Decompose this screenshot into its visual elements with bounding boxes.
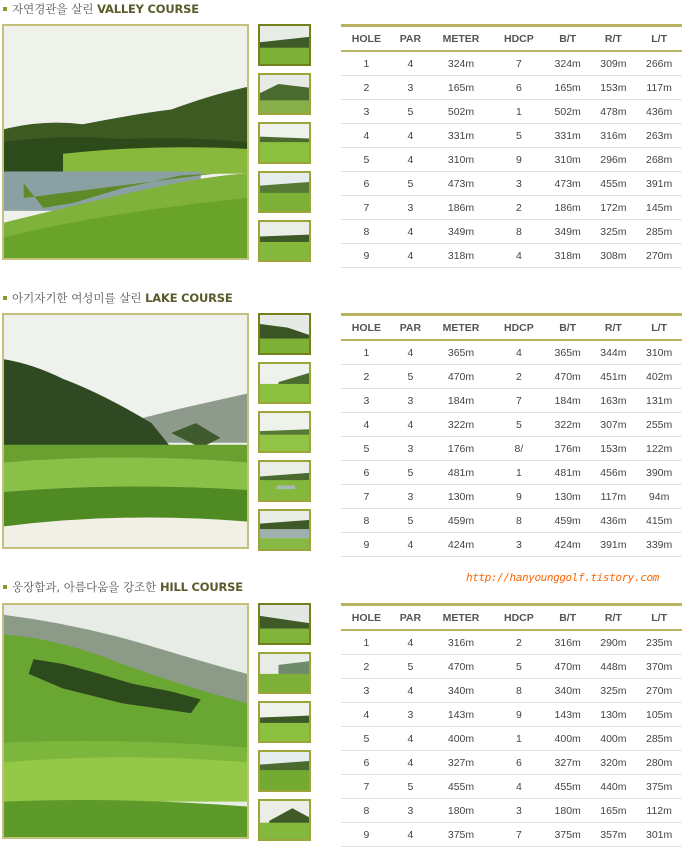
- table-cell: 4: [392, 751, 429, 775]
- table-cell: 5: [341, 148, 392, 172]
- table-cell: 455m: [591, 172, 637, 196]
- table-cell: 459m: [429, 509, 493, 533]
- course-main-photo: [2, 24, 249, 260]
- column-header: HDCP: [493, 605, 545, 631]
- table-cell: 5: [392, 509, 429, 533]
- table-row: [341, 389, 682, 413]
- table-cell: 400m: [429, 727, 493, 751]
- course-thumbnail[interactable]: [258, 750, 311, 792]
- table-row: [341, 461, 682, 485]
- table-cell: 400m: [545, 727, 591, 751]
- column-header: R/T: [591, 605, 637, 631]
- bullet-icon: [3, 7, 7, 11]
- table-row: [341, 727, 682, 751]
- table-cell: 1: [341, 51, 392, 76]
- table-cell: 473m: [429, 172, 493, 196]
- table-cell: 459m: [545, 509, 591, 533]
- table-cell: 325m: [591, 220, 637, 244]
- table-row: [341, 196, 682, 220]
- bullet-icon: [3, 296, 7, 300]
- table-cell: 318m: [545, 244, 591, 268]
- column-header: L/T: [636, 26, 682, 52]
- table-cell: 3: [341, 389, 392, 413]
- table-cell: 3: [392, 437, 429, 461]
- table-row: [341, 775, 682, 799]
- table-cell: 3: [341, 100, 392, 124]
- table-cell: 145m: [636, 196, 682, 220]
- table-cell: 8: [493, 679, 545, 703]
- table-cell: 324m: [545, 51, 591, 76]
- table-row: [341, 630, 682, 655]
- table-cell: 131m: [636, 389, 682, 413]
- course-thumbnail[interactable]: [258, 799, 311, 841]
- table-cell: 165m: [429, 76, 493, 100]
- table-cell: 4: [392, 51, 429, 76]
- table-cell: 285m: [636, 220, 682, 244]
- table-row: [341, 509, 682, 533]
- table-cell: 180m: [545, 799, 591, 823]
- table-cell: 390m: [636, 461, 682, 485]
- table-cell: 153m: [591, 437, 637, 461]
- course-thumbnail[interactable]: [258, 313, 311, 355]
- section-title-kr: 아기자기한 여성미를 살린: [12, 291, 146, 305]
- table-cell: 370m: [636, 655, 682, 679]
- course-thumbnails: [258, 24, 311, 269]
- blog-url-watermark: http://hanyounggolf.tistory.com: [466, 571, 659, 584]
- table-cell: 270m: [636, 679, 682, 703]
- section-title-en: VALLEY COURSE: [97, 2, 199, 16]
- table-cell: 9: [493, 148, 545, 172]
- course-scorecard-table: [341, 313, 682, 557]
- table-cell: 470m: [429, 365, 493, 389]
- table-cell: 309m: [591, 51, 637, 76]
- table-cell: 5: [493, 124, 545, 148]
- table-cell: 5: [392, 461, 429, 485]
- table-cell: 3: [341, 679, 392, 703]
- column-header: HOLE: [341, 26, 392, 52]
- course-thumbnail[interactable]: [258, 171, 311, 213]
- table-row: [341, 823, 682, 847]
- table-cell: 8: [341, 799, 392, 823]
- table-cell: 440m: [591, 775, 637, 799]
- table-cell: 322m: [429, 413, 493, 437]
- table-cell: 268m: [636, 148, 682, 172]
- table-cell: 4: [392, 823, 429, 847]
- column-header: HDCP: [493, 315, 545, 341]
- table-cell: 143m: [545, 703, 591, 727]
- table-cell: 473m: [545, 172, 591, 196]
- column-header: METER: [429, 26, 493, 52]
- table-cell: 180m: [429, 799, 493, 823]
- table-cell: 290m: [591, 630, 637, 655]
- table-cell: 7: [341, 196, 392, 220]
- table-cell: 280m: [636, 751, 682, 775]
- table-cell: 4: [392, 413, 429, 437]
- table-cell: 451m: [591, 365, 637, 389]
- table-cell: 357m: [591, 823, 637, 847]
- table-cell: 8/: [493, 437, 545, 461]
- table-cell: 310m: [429, 148, 493, 172]
- column-header: HOLE: [341, 605, 392, 631]
- column-header: METER: [429, 605, 493, 631]
- table-cell: 344m: [591, 340, 637, 365]
- table-cell: 6: [341, 461, 392, 485]
- table-cell: 235m: [636, 630, 682, 655]
- table-cell: 4: [392, 148, 429, 172]
- table-header-row: [341, 26, 682, 52]
- table-cell: 4: [392, 679, 429, 703]
- table-row: [341, 100, 682, 124]
- table-cell: 263m: [636, 124, 682, 148]
- table-row: [341, 679, 682, 703]
- section-title-kr: 자연경관을 살린: [12, 2, 98, 16]
- table-cell: 7: [341, 485, 392, 509]
- table-cell: 456m: [591, 461, 637, 485]
- section-title-en: LAKE COURSE: [145, 291, 233, 305]
- course-thumbnail[interactable]: [258, 122, 311, 164]
- table-cell: 2: [341, 655, 392, 679]
- table-cell: 340m: [545, 679, 591, 703]
- column-header: PAR: [392, 605, 429, 631]
- table-cell: 8: [341, 509, 392, 533]
- table-cell: 6: [341, 172, 392, 196]
- table-cell: 4: [341, 413, 392, 437]
- course-main-photo: [2, 313, 249, 549]
- course-thumbnail[interactable]: [258, 220, 311, 262]
- table-cell: 436m: [591, 509, 637, 533]
- table-cell: 340m: [429, 679, 493, 703]
- course-thumbnail[interactable]: [258, 411, 311, 453]
- table-cell: 5: [392, 365, 429, 389]
- table-cell: 308m: [591, 244, 637, 268]
- table-cell: 322m: [545, 413, 591, 437]
- table-cell: 349m: [545, 220, 591, 244]
- table-cell: 5: [493, 413, 545, 437]
- table-row: [341, 751, 682, 775]
- table-cell: 424m: [545, 533, 591, 557]
- table-cell: 4: [341, 124, 392, 148]
- table-cell: 316m: [591, 124, 637, 148]
- table-cell: 349m: [429, 220, 493, 244]
- section-title: [2, 290, 233, 306]
- table-cell: 7: [493, 51, 545, 76]
- course-thumbnail[interactable]: [258, 652, 311, 694]
- column-header: L/T: [636, 315, 682, 341]
- column-header: PAR: [392, 26, 429, 52]
- table-cell: 186m: [545, 196, 591, 220]
- table-cell: 3: [493, 172, 545, 196]
- table-cell: 9: [341, 533, 392, 557]
- course-scorecard-table: [341, 603, 682, 847]
- column-header: METER: [429, 315, 493, 341]
- table-cell: 6: [493, 751, 545, 775]
- table-cell: 339m: [636, 533, 682, 557]
- table-header-row: [341, 605, 682, 631]
- table-cell: 4: [493, 340, 545, 365]
- table-cell: 5: [392, 172, 429, 196]
- table-cell: 310m: [636, 340, 682, 365]
- table-cell: 4: [493, 775, 545, 799]
- table-cell: 2: [341, 365, 392, 389]
- course-thumbnail[interactable]: [258, 362, 311, 404]
- table-cell: 2: [493, 196, 545, 220]
- course-thumbnail[interactable]: [258, 603, 311, 645]
- table-cell: 163m: [591, 389, 637, 413]
- table-row: [341, 76, 682, 100]
- table-row: [341, 244, 682, 268]
- table-cell: 7: [493, 823, 545, 847]
- bullet-icon: [3, 585, 7, 589]
- table-cell: 130m: [545, 485, 591, 509]
- table-cell: 117m: [636, 76, 682, 100]
- table-cell: 331m: [545, 124, 591, 148]
- table-cell: 4: [392, 244, 429, 268]
- table-cell: 301m: [636, 823, 682, 847]
- table-cell: 94m: [636, 485, 682, 509]
- table-cell: 327m: [429, 751, 493, 775]
- table-cell: 3: [392, 76, 429, 100]
- table-cell: 320m: [591, 751, 637, 775]
- table-cell: 122m: [636, 437, 682, 461]
- column-header: PAR: [392, 315, 429, 341]
- table-row: [341, 533, 682, 557]
- table-cell: 5: [392, 655, 429, 679]
- table-cell: 176m: [545, 437, 591, 461]
- table-cell: 5: [392, 775, 429, 799]
- table-cell: 4: [392, 340, 429, 365]
- table-row: [341, 51, 682, 76]
- table-cell: 402m: [636, 365, 682, 389]
- table-cell: 3: [392, 389, 429, 413]
- table-cell: 2: [493, 365, 545, 389]
- table-cell: 176m: [429, 437, 493, 461]
- table-cell: 285m: [636, 727, 682, 751]
- table-cell: 130m: [429, 485, 493, 509]
- course-thumbnail[interactable]: [258, 24, 311, 66]
- table-cell: 153m: [591, 76, 637, 100]
- table-cell: 307m: [591, 413, 637, 437]
- table-cell: 3: [392, 196, 429, 220]
- column-header: R/T: [591, 26, 637, 52]
- table-cell: 9: [341, 244, 392, 268]
- table-cell: 4: [341, 703, 392, 727]
- section-title: [2, 1, 199, 17]
- table-cell: 105m: [636, 703, 682, 727]
- course-thumbnails: [258, 313, 311, 558]
- section-title-kr: 웅장함과, 아름다움을 강조한: [12, 580, 160, 594]
- course-thumbnail[interactable]: [258, 460, 311, 502]
- table-cell: 455m: [429, 775, 493, 799]
- table-cell: 4: [392, 727, 429, 751]
- table-cell: 143m: [429, 703, 493, 727]
- table-cell: 5: [493, 655, 545, 679]
- table-cell: 365m: [429, 340, 493, 365]
- course-thumbnails: [258, 603, 311, 848]
- table-cell: 1: [493, 727, 545, 751]
- table-cell: 502m: [545, 100, 591, 124]
- table-row: [341, 172, 682, 196]
- column-header: HDCP: [493, 26, 545, 52]
- table-row: [341, 655, 682, 679]
- table-cell: 478m: [591, 100, 637, 124]
- table-cell: 5: [341, 727, 392, 751]
- table-cell: 8: [341, 220, 392, 244]
- table-row: [341, 340, 682, 365]
- table-cell: 327m: [545, 751, 591, 775]
- course-thumbnail[interactable]: [258, 73, 311, 115]
- section-title: [2, 579, 243, 595]
- table-row: [341, 220, 682, 244]
- table-cell: 255m: [636, 413, 682, 437]
- table-cell: 117m: [591, 485, 637, 509]
- table-cell: 1: [341, 630, 392, 655]
- table-cell: 470m: [545, 365, 591, 389]
- course-thumbnail[interactable]: [258, 701, 311, 743]
- table-cell: 448m: [591, 655, 637, 679]
- table-cell: 375m: [429, 823, 493, 847]
- table-row: [341, 124, 682, 148]
- table-row: [341, 703, 682, 727]
- table-cell: 186m: [429, 196, 493, 220]
- table-cell: 7: [493, 389, 545, 413]
- table-cell: 4: [493, 244, 545, 268]
- table-cell: 184m: [545, 389, 591, 413]
- table-row: [341, 437, 682, 461]
- table-cell: 375m: [545, 823, 591, 847]
- table-cell: 9: [493, 703, 545, 727]
- table-cell: 481m: [545, 461, 591, 485]
- table-cell: 112m: [636, 799, 682, 823]
- table-cell: 8: [493, 509, 545, 533]
- table-cell: 324m: [429, 51, 493, 76]
- table-cell: 470m: [545, 655, 591, 679]
- table-cell: 1: [493, 100, 545, 124]
- table-cell: 4: [392, 124, 429, 148]
- table-cell: 8: [493, 220, 545, 244]
- table-cell: 415m: [636, 509, 682, 533]
- table-cell: 325m: [591, 679, 637, 703]
- table-cell: 436m: [636, 100, 682, 124]
- column-header: L/T: [636, 605, 682, 631]
- table-row: [341, 799, 682, 823]
- table-cell: 9: [341, 823, 392, 847]
- table-cell: 3: [392, 485, 429, 509]
- table-cell: 1: [493, 461, 545, 485]
- table-cell: 7: [341, 775, 392, 799]
- table-cell: 165m: [591, 799, 637, 823]
- section-title-en: HILL COURSE: [159, 580, 243, 594]
- table-cell: 165m: [545, 76, 591, 100]
- table-cell: 2: [493, 630, 545, 655]
- course-scorecard-table: [341, 24, 682, 268]
- table-cell: 316m: [429, 630, 493, 655]
- table-cell: 400m: [591, 727, 637, 751]
- table-cell: 266m: [636, 51, 682, 76]
- column-header: R/T: [591, 315, 637, 341]
- table-header-row: [341, 315, 682, 341]
- table-cell: 331m: [429, 124, 493, 148]
- table-cell: 3: [493, 799, 545, 823]
- table-row: [341, 148, 682, 172]
- column-header: B/T: [545, 26, 591, 52]
- column-header: B/T: [545, 605, 591, 631]
- table-cell: 5: [341, 437, 392, 461]
- table-cell: 9: [493, 485, 545, 509]
- table-row: [341, 413, 682, 437]
- table-cell: 3: [392, 799, 429, 823]
- table-cell: 424m: [429, 533, 493, 557]
- table-cell: 1: [341, 340, 392, 365]
- table-cell: 391m: [636, 172, 682, 196]
- table-cell: 470m: [429, 655, 493, 679]
- table-cell: 2: [341, 76, 392, 100]
- table-cell: 375m: [636, 775, 682, 799]
- table-cell: 4: [392, 533, 429, 557]
- course-main-photo: [2, 603, 249, 839]
- column-header: HOLE: [341, 315, 392, 341]
- table-cell: 5: [392, 100, 429, 124]
- table-row: [341, 485, 682, 509]
- table-cell: 481m: [429, 461, 493, 485]
- table-cell: 6: [341, 751, 392, 775]
- column-header: B/T: [545, 315, 591, 341]
- table-cell: 3: [493, 533, 545, 557]
- table-cell: 4: [392, 630, 429, 655]
- table-cell: 391m: [591, 533, 637, 557]
- table-cell: 6: [493, 76, 545, 100]
- table-cell: 4: [392, 220, 429, 244]
- table-cell: 365m: [545, 340, 591, 365]
- table-cell: 455m: [545, 775, 591, 799]
- table-row: [341, 365, 682, 389]
- course-thumbnail[interactable]: [258, 509, 311, 551]
- table-cell: 130m: [591, 703, 637, 727]
- table-cell: 318m: [429, 244, 493, 268]
- table-cell: 3: [392, 703, 429, 727]
- table-cell: 172m: [591, 196, 637, 220]
- table-cell: 184m: [429, 389, 493, 413]
- table-cell: 270m: [636, 244, 682, 268]
- table-cell: 296m: [591, 148, 637, 172]
- table-cell: 502m: [429, 100, 493, 124]
- table-cell: 310m: [545, 148, 591, 172]
- table-cell: 316m: [545, 630, 591, 655]
